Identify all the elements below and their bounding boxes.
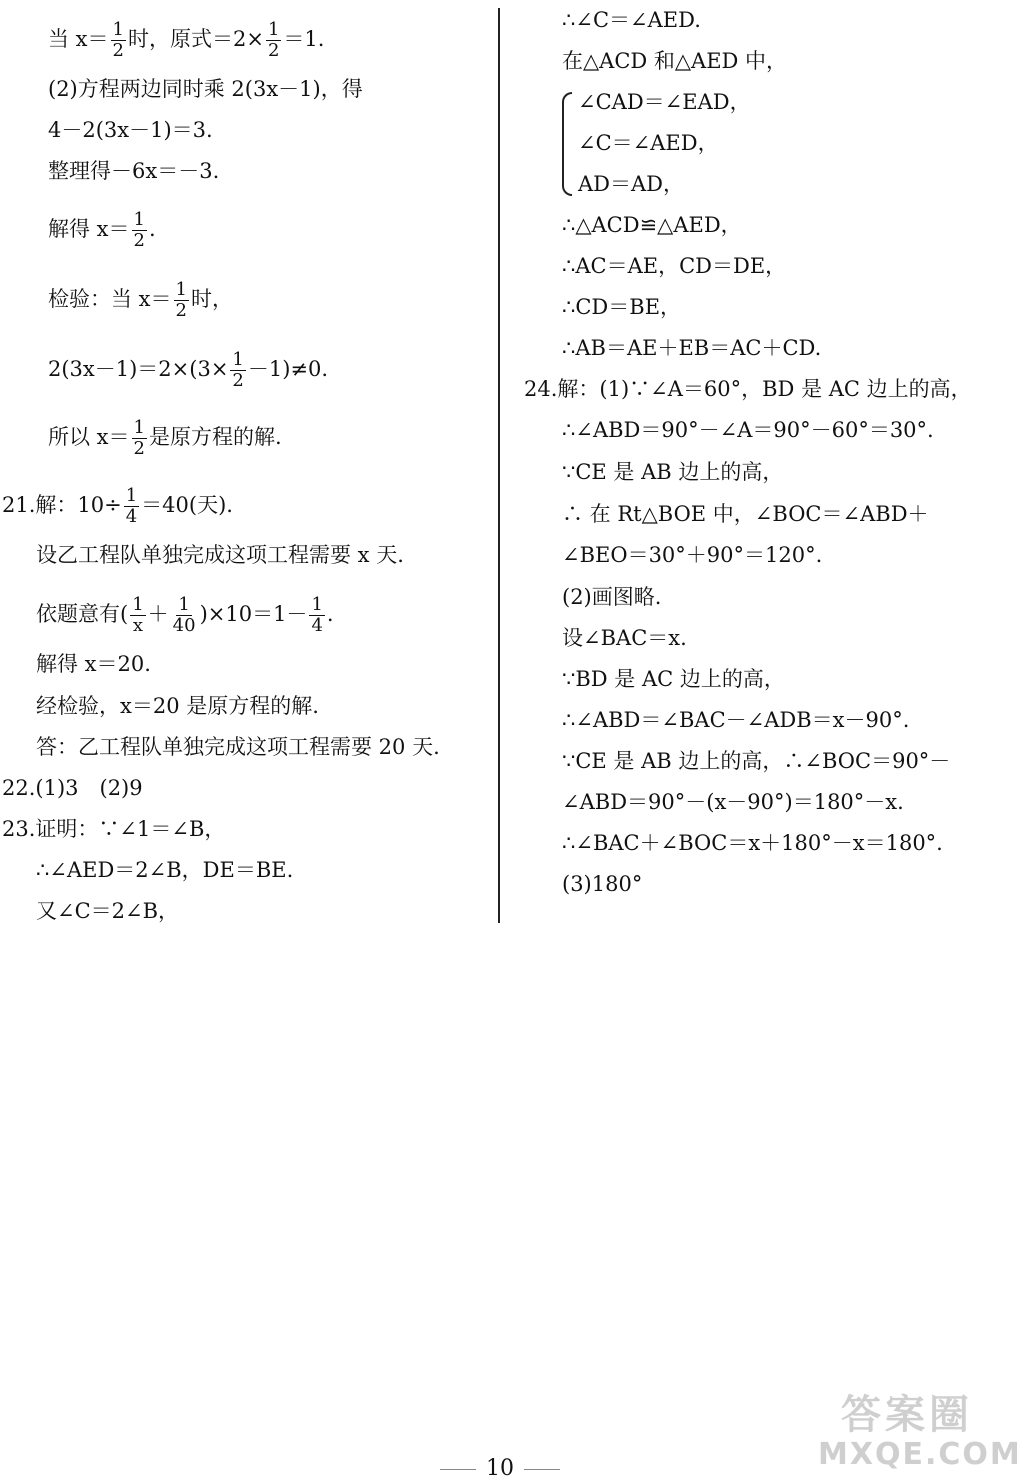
numerator: 1 — [133, 417, 145, 438]
text-line: AD＝AD， — [578, 172, 685, 196]
text-line — [48, 210, 156, 251]
denominator: 2 — [232, 370, 244, 391]
text-line — [48, 350, 328, 391]
text: 是原方程的解. — [148, 425, 282, 449]
denominator: 2 — [267, 40, 280, 61]
text-line: 解得 x＝20. — [36, 652, 151, 676]
text: －1)≠0. — [247, 357, 329, 381]
text-line: ∠CAD＝∠EAD， — [578, 90, 751, 114]
text-line: ∴AC＝AE，CD＝DE， — [562, 254, 787, 278]
numerator: 1 — [178, 594, 190, 615]
numerator: 1 — [133, 209, 145, 230]
watermark-en: MXQE.COM — [818, 1437, 1022, 1472]
numerator: 1 — [112, 19, 124, 40]
fraction — [132, 210, 147, 251]
text-line: 23.证明：∵∠1＝∠B， — [2, 817, 226, 841]
text: ＝1. — [283, 27, 325, 51]
numerator: 1 — [132, 594, 144, 615]
text-line: (2)方程两边同时乘 2(3x－1)，得 — [48, 77, 363, 101]
text-line: 设∠BAC＝x. — [562, 626, 687, 650]
footer-dash-left — [440, 1469, 476, 1470]
text: 21.解：10÷ — [2, 493, 122, 517]
text-line: ∴△ACD≌△AED， — [562, 213, 742, 237]
fraction — [171, 595, 198, 636]
denominator: 4 — [311, 615, 323, 636]
text: 2(3x－1)＝2×(3× — [48, 357, 229, 381]
text-line: ∴∠ABD＝∠BAC－∠ADB＝x－90°. — [562, 708, 910, 732]
text-line: ∠BEO＝30°＋90°＝120°. — [562, 543, 823, 567]
text-line — [2, 486, 233, 527]
text-line: 24.解：(1)∵∠A＝60°，BD 是 AC 边上的高， — [524, 377, 972, 401]
fraction — [124, 486, 139, 527]
text: 时， — [190, 287, 233, 311]
denominator: x — [132, 615, 143, 636]
text-line: 整理得－6x＝－3. — [48, 159, 220, 183]
denominator: 2 — [175, 300, 187, 321]
text: . — [148, 217, 156, 241]
footer-dash-right — [524, 1469, 560, 1470]
fraction — [130, 595, 145, 636]
text-line: ∵BD 是 AC 边上的高， — [562, 667, 785, 691]
column-divider — [498, 8, 500, 923]
text: 依题意有( — [36, 602, 129, 626]
text-line: (2)画图略. — [562, 585, 662, 609]
fraction — [230, 350, 245, 391]
denominator: 2 — [133, 438, 145, 459]
text-line: ∴∠C＝∠AED. — [562, 8, 701, 32]
denominator: 2 — [133, 230, 145, 251]
text: 解得 x＝ — [48, 217, 130, 241]
text-line: 4－2(3x－1)＝3. — [48, 118, 213, 142]
fraction — [309, 595, 324, 636]
denominator: 4 — [125, 506, 138, 527]
text-line: ∴AB＝AE＋EB＝AC＋CD. — [562, 336, 822, 360]
fraction — [266, 20, 281, 61]
text-line: ∴∠ABD＝90°－∠A＝90°－60°＝30°. — [562, 418, 934, 442]
text: ＝40(天). — [141, 493, 233, 517]
text: ＋ — [147, 602, 169, 626]
text-line: ∴CD＝BE， — [562, 295, 682, 319]
text-line: (3)180° — [562, 872, 643, 896]
numerator: 1 — [125, 485, 138, 506]
fraction — [111, 20, 126, 61]
text: . — [326, 602, 334, 626]
text-line — [36, 595, 334, 636]
text-line: ∴∠AED＝2∠B，DE＝BE. — [36, 858, 294, 882]
text: )×10＝1－ — [199, 602, 308, 626]
denominator: 2 — [112, 40, 124, 61]
text-line: ∠C＝∠AED， — [578, 131, 719, 155]
text: 时，原式＝2× — [127, 27, 264, 51]
numerator: 1 — [232, 349, 244, 370]
text: 当 x＝ — [48, 27, 109, 51]
text-line: 又∠C＝2∠B， — [36, 899, 180, 923]
text-line: 设乙工程队单独完成这项工程需要 x 天. — [36, 543, 404, 567]
numerator: 1 — [311, 594, 323, 615]
text-line: 答：乙工程队单独完成这项工程需要 20 天. — [36, 735, 440, 759]
fraction — [132, 418, 147, 459]
text-line: 在△ACD 和△AED 中， — [562, 49, 788, 73]
denominator: 40 — [172, 615, 196, 636]
page-footer — [0, 1456, 1000, 1481]
text-line: ∴ 在 Rt△BOE 中，∠BOC＝∠ABD＋ — [562, 502, 929, 526]
text-line: ∵CE 是 AB 边上的高，∴∠BOC＝90°－ — [562, 749, 951, 773]
text-line: 经检验，x＝20 是原方程的解. — [36, 694, 319, 718]
numerator: 1 — [175, 279, 187, 300]
text-line: ∠ABD＝90°－(x－90°)＝180°－x. — [562, 790, 904, 814]
fraction — [174, 280, 189, 321]
text: 检验：当 x＝ — [48, 287, 172, 311]
text-line — [48, 280, 233, 321]
text-line — [48, 418, 282, 459]
page-number: 10 — [486, 1456, 514, 1481]
numerator: 1 — [267, 19, 280, 40]
equation-brace — [562, 92, 572, 196]
text-line: ∴∠BAC＋∠BOC＝x＋180°－x＝180°. — [562, 831, 943, 855]
text-line — [48, 20, 324, 61]
watermark-cn: 答案圈 — [841, 1392, 973, 1438]
text: 所以 x＝ — [48, 425, 130, 449]
text-line: 22.(1)3 (2)9 — [2, 776, 143, 800]
text-line: ∵CE 是 AB 边上的高， — [562, 460, 784, 484]
